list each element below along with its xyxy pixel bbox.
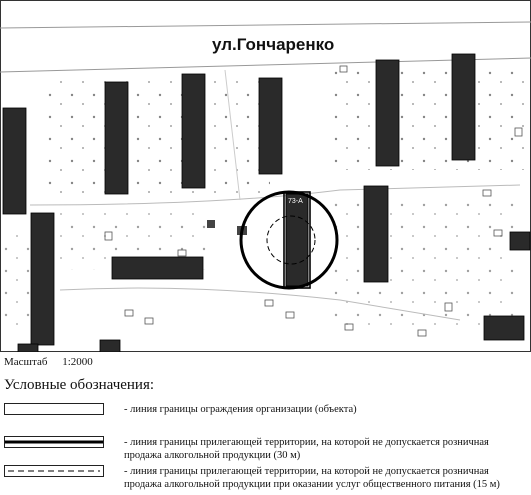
building — [484, 316, 524, 340]
scale-label: Масштаб — [4, 356, 48, 368]
building — [31, 213, 54, 345]
building — [3, 108, 26, 214]
legend-text-15m: - линия границы прилегающей территории, на которой не допускается розничная продажа алкогольной продукции при оказании услуг общественного питания (15 м) — [124, 466, 500, 490]
building — [452, 54, 475, 160]
yard-zone — [40, 78, 270, 198]
building — [510, 232, 530, 250]
legend-item-fence — [4, 403, 528, 433]
yard-zone — [330, 70, 530, 170]
building — [376, 60, 399, 166]
legend-item-30m — [4, 436, 528, 466]
building — [18, 344, 38, 352]
target-building — [286, 194, 308, 286]
legend-symbol-fence-line — [4, 403, 104, 415]
scale-value: 1:2000 — [62, 356, 93, 368]
legend-item-15m — [4, 465, 528, 495]
yard-zone — [0, 230, 30, 330]
building — [105, 82, 128, 194]
building-number-label: 73-А — [288, 198, 303, 205]
yard-zone — [330, 200, 520, 330]
building — [259, 78, 282, 174]
legend-text-30m: - линия границы прилегающей территории, на которой не допускается розничная продажа алкогольной продукции (30 м) — [124, 437, 489, 461]
building — [182, 74, 205, 188]
building — [364, 186, 388, 282]
building — [112, 257, 203, 279]
legend-symbol-15m-line — [4, 465, 104, 477]
legend-text-fence: - линия границы ограждения организации (объекта) — [124, 404, 357, 415]
small-structure — [207, 220, 215, 228]
map-scale — [4, 356, 105, 368]
legend-symbol-30m-line — [4, 436, 104, 448]
legend-title: Условные обозначения: — [4, 377, 155, 393]
street-name-label: ул.Гончаренко — [212, 35, 335, 54]
building — [100, 340, 120, 352]
